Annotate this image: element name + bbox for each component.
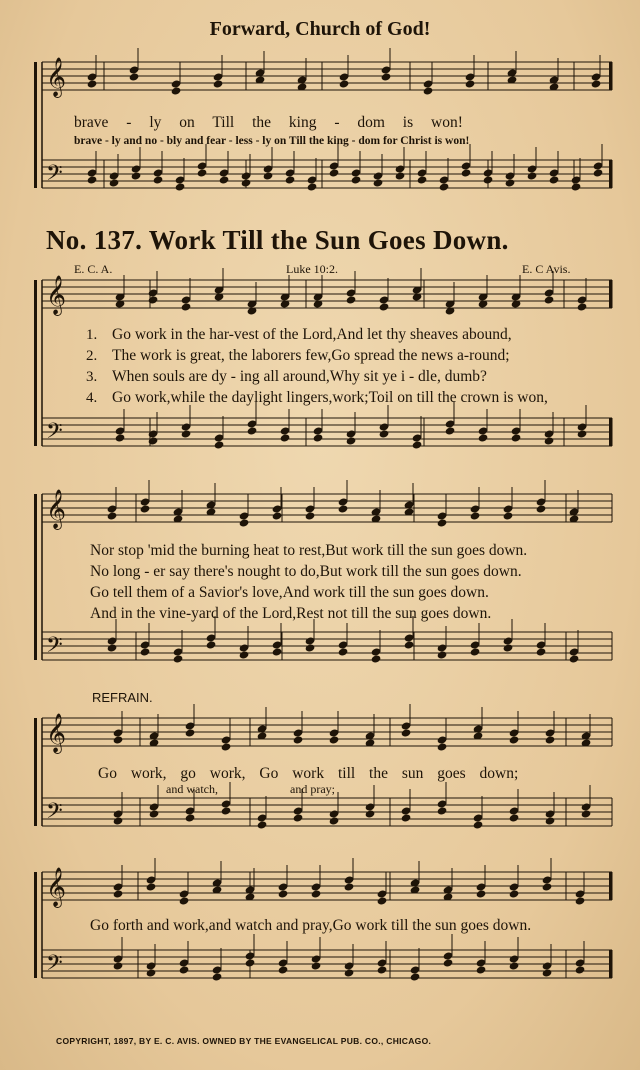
note-head [311, 889, 322, 898]
note-head [351, 175, 362, 184]
final-barline [609, 160, 612, 188]
note-head [575, 896, 586, 905]
note-head [131, 171, 142, 180]
note-head [423, 86, 434, 95]
note-head [107, 643, 118, 652]
verse-line: The work is great, the laborers few,Go spread the news a-round; [112, 347, 510, 364]
note-head [175, 182, 186, 191]
note-head [346, 295, 357, 304]
note-head [381, 72, 392, 81]
note-head [445, 426, 456, 435]
copyright-notice: COPYRIGHT, 1897, BY E. C. AVIS. OWNED BY THE EVANGELICAL PUB. CO., CHICAGO. [56, 1036, 432, 1046]
note-head [257, 820, 268, 829]
note-head [503, 643, 514, 652]
note-head [213, 79, 224, 88]
note-head [377, 896, 388, 905]
note-head [437, 518, 448, 527]
refrain-label: REFRAIN. [92, 690, 153, 705]
note-head [412, 440, 423, 449]
note-head [113, 735, 124, 744]
note-head [307, 182, 318, 191]
note-head [577, 429, 588, 438]
note-head [569, 654, 580, 663]
note-head [140, 647, 151, 656]
note-head [140, 504, 151, 513]
note-head [473, 820, 484, 829]
refrain-echo: and pray; [290, 782, 335, 796]
note-head [470, 647, 481, 656]
verse-line: Go work in the har-vest of the Lord,And let thy sheaves abound, [112, 326, 512, 343]
note-head [245, 958, 256, 967]
note-head [338, 647, 349, 656]
verse-line: Go work,while the daylight lingers,work;Toil on till the crown is won, [112, 389, 548, 406]
note-head [185, 728, 196, 737]
note-head [379, 302, 390, 311]
verse-line: Nor stop 'mid the burning heat to rest,But work till the sun goes down. [90, 542, 528, 559]
note-head [346, 436, 357, 445]
note-head [505, 178, 516, 187]
note-head [146, 882, 157, 891]
note-head [527, 171, 538, 180]
note-head [395, 171, 406, 180]
previous-hymn-lyric-2: brave - ly and no - bly and fear - less - ly on Till the king - dom for Christ is won! [74, 135, 470, 147]
note-head [148, 295, 159, 304]
note-head [483, 175, 494, 184]
note-head [212, 972, 223, 981]
bass-clef-icon: 𝄢 [46, 419, 63, 449]
note-head [311, 961, 322, 970]
previous-hymn-title: Forward, Church of God! [209, 18, 431, 40]
note-head [511, 433, 522, 442]
note-head [509, 813, 520, 822]
words-credit: E. C. A. [74, 262, 113, 276]
note-head [377, 965, 388, 974]
verse-number: 2. [86, 348, 98, 364]
refrain-line: Go forth and work,and watch and pray,Go work till the sun goes down. [90, 917, 532, 934]
system-bracket [34, 872, 37, 978]
note-head [239, 518, 250, 527]
note-head [181, 429, 192, 438]
system-bracket [34, 280, 37, 446]
note-head [542, 882, 553, 891]
note-head [365, 809, 376, 818]
note-head [401, 813, 412, 822]
treble-clef-icon: 𝄞 [46, 713, 67, 753]
note-head [185, 813, 196, 822]
note-head [179, 896, 190, 905]
hymn-title: No. 137. Work Till the Sun Goes Down. [46, 225, 509, 255]
final-barline [609, 418, 612, 446]
verse-line: Go tell them of a Savior's love,And work till the sun goes down. [90, 584, 489, 601]
note-head [401, 728, 412, 737]
note-head [278, 889, 289, 898]
note-head [113, 889, 124, 898]
note-head [179, 965, 190, 974]
note-head [280, 433, 291, 442]
scripture-reference: Luke 10:2. [286, 262, 338, 276]
final-barline [609, 950, 612, 978]
music-credit: E. C Avis. [522, 262, 571, 276]
note-head [470, 511, 481, 520]
note-head [542, 968, 553, 977]
note-head [544, 436, 555, 445]
treble-clef-icon: 𝄞 [46, 489, 67, 529]
bass-clef-icon: 𝄢 [46, 633, 63, 663]
note-head [549, 175, 560, 184]
verse-number: 4. [86, 390, 98, 406]
note-head [571, 182, 582, 191]
note-head [214, 440, 225, 449]
note-head [575, 965, 586, 974]
note-head [344, 968, 355, 977]
note-head [577, 302, 588, 311]
treble-clef-icon: 𝄞 [46, 275, 67, 315]
note-head [197, 168, 208, 177]
verse-line: When souls are dy - ing all around,Why sit ye i - dle, dumb? [112, 368, 487, 385]
note-head [285, 175, 296, 184]
treble-clef-icon: 𝄞 [46, 57, 67, 97]
note-head [373, 178, 384, 187]
note-head [536, 504, 547, 513]
note-head [247, 426, 258, 435]
note-head [371, 654, 382, 663]
note-head [478, 433, 489, 442]
note-head [329, 816, 340, 825]
note-head [239, 650, 250, 659]
final-barline [609, 872, 612, 900]
note-head [404, 640, 415, 649]
note-head [113, 816, 124, 825]
treble-clef-icon: 𝄞 [46, 867, 67, 907]
note-head [379, 429, 390, 438]
note-head [241, 178, 252, 187]
note-head [465, 79, 476, 88]
refrain-line: Go work, go work, Go work till the sun goes down; [98, 765, 519, 782]
note-head [344, 882, 355, 891]
note-head [278, 965, 289, 974]
note-head [148, 436, 159, 445]
system-bracket [34, 494, 37, 660]
note-head [417, 175, 428, 184]
note-head [87, 79, 98, 88]
note-head [339, 79, 350, 88]
note-head [221, 742, 232, 751]
note-head [476, 889, 487, 898]
note-head [181, 302, 192, 311]
note-head [293, 735, 304, 744]
verse-line: And in the vine-yard of the Lord,Rest not till the sun goes down. [90, 605, 492, 622]
note-head [221, 806, 232, 815]
note-head [305, 511, 316, 520]
note-head [443, 958, 454, 967]
note-head [536, 647, 547, 656]
note-head [129, 72, 140, 81]
note-head [544, 295, 555, 304]
note-head [338, 504, 349, 513]
note-head [171, 86, 182, 95]
note-head [146, 968, 157, 977]
note-head [437, 742, 448, 751]
note-head [87, 175, 98, 184]
note-head [591, 79, 602, 88]
note-head [107, 511, 118, 520]
note-head [509, 961, 520, 970]
note-head [509, 735, 520, 744]
refrain-echo: and watch, [166, 782, 218, 796]
note-head [219, 175, 230, 184]
note-head [272, 647, 283, 656]
verse-number: 3. [86, 369, 98, 385]
note-head [509, 889, 520, 898]
note-head [305, 643, 316, 652]
note-head [109, 178, 120, 187]
note-head [503, 511, 514, 520]
note-head [581, 809, 592, 818]
note-head [293, 813, 304, 822]
previous-hymn-lyric-1: brave - ly on Till the king - dom is won! [74, 114, 463, 131]
note-head [272, 511, 283, 520]
note-head [437, 650, 448, 659]
note-head [313, 433, 324, 442]
note-head [263, 171, 274, 180]
note-head [545, 816, 556, 825]
note-head [593, 168, 604, 177]
note-head [149, 809, 160, 818]
note-head [329, 168, 340, 177]
verse-number: 1. [86, 327, 98, 343]
note-head [153, 175, 164, 184]
note-head [437, 806, 448, 815]
system-bracket [34, 62, 37, 188]
system-bracket [34, 718, 37, 826]
note-head [115, 433, 126, 442]
note-head [545, 735, 556, 744]
final-barline [609, 280, 612, 308]
bass-clef-icon: 𝄢 [46, 951, 63, 981]
note-head [173, 654, 184, 663]
note-head [206, 640, 217, 649]
note-head [113, 961, 124, 970]
note-head [410, 972, 421, 981]
verse-line: No long - er say there's nought to do,But work till the sun goes down. [90, 563, 522, 580]
bass-clef-icon: 𝄢 [46, 799, 63, 829]
note-head [439, 182, 450, 191]
bass-clef-icon: 𝄢 [46, 161, 63, 191]
note-head [329, 735, 340, 744]
final-barline [609, 62, 612, 90]
note-head [476, 965, 487, 974]
note-head [461, 168, 472, 177]
